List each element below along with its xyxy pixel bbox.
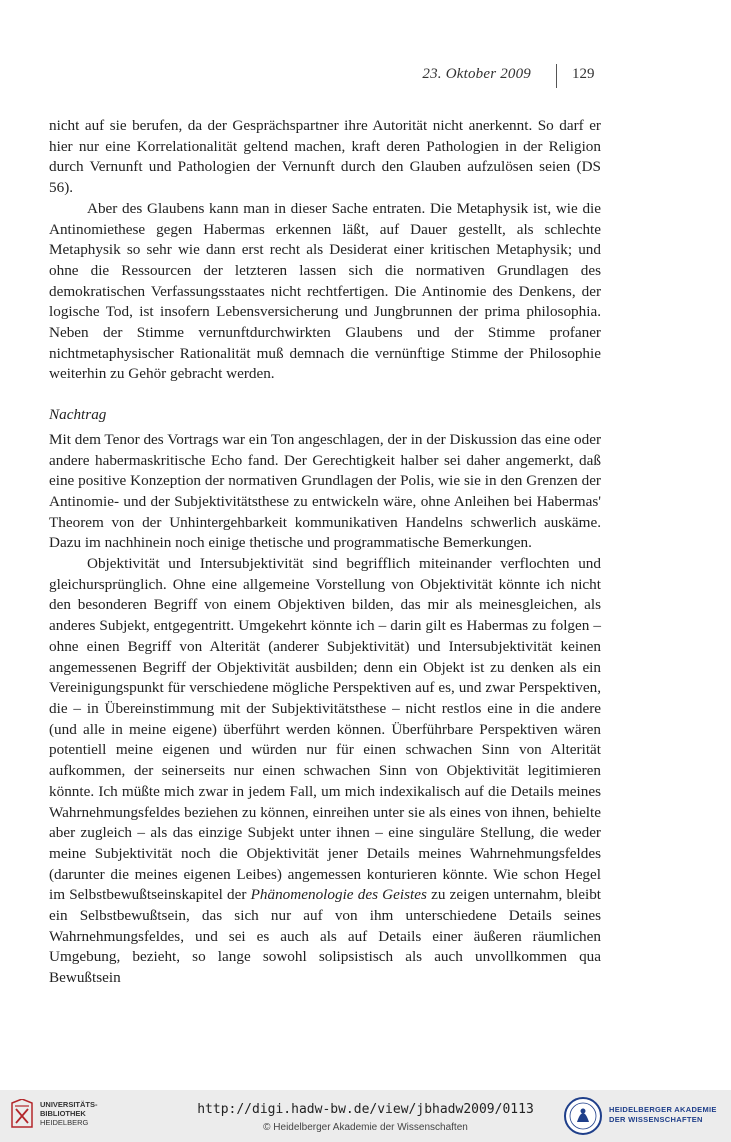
- body-text: [49, 116, 601, 989]
- section-heading-nachtrag: Nachtrag: [49, 406, 107, 424]
- paragraph-4: [49, 554, 601, 989]
- book-title-phaenomenologie: Phänomenologie des Geistes: [250, 886, 427, 904]
- academy-name: [609, 1105, 717, 1125]
- library-name-line-1: UNIVERSITÄTS-: [40, 1100, 98, 1109]
- paragraph-2: Aber des Glaubens kann man in dieser Sache entraten. Die Metaphysik ist, wie die Antinomiethese gegen Habermas erkennen läßt, auf Dauer gestellt, als schlechte Metaphysik so sehr wie dann erst recht als Desiderat einer kritischen Metaphysik; und ohne die Ressourcen der letzteren lassen sich die normativen Grundlagen des demokratischen Verfassungsstaates nicht rechtfertigen. Die Antinomie des Denkens, der logische Tod, ist insofern Lebensversicherung und Jungbrunnen der prima philosophia. Neben der Stimme vernunftdurchwirkten Glaubens und der Stimme profaner nichtmetaphysischer Rationalität muß demnach die vernünftige Stimme der Philosophie weiterhin zu Gehör gebracht werden.: [49, 199, 601, 383]
- header-divider: [556, 64, 557, 88]
- paragraph-1: nicht auf sie berufen, da der Gesprächspartner ihre Autorität nicht anerkennt. So darf er hier nur eine Korrelationalität geltend machen, kraft deren Pathologien in der Religion durch Vernunft und Pathologien der Vernunft durch den Glauben aufzulösen seien (DS 56).: [49, 117, 601, 197]
- academy-name-line-1: HEIDELBERGER AKADEMIE: [609, 1105, 717, 1114]
- academy-seal-icon: [563, 1096, 603, 1136]
- library-name-line-3: HEIDELBERG: [40, 1118, 89, 1127]
- copyright-notice: © Heidelberger Akademie der Wissenschaften: [263, 1122, 468, 1133]
- footer-bar: [0, 1090, 731, 1142]
- page-header: [0, 64, 731, 94]
- paragraph-3: Mit dem Tenor des Vortrags war ein Ton angeschlagen, der in der Diskussion das eine oder andere habermaskritische Echo fand. Der Gerechtigkeit halber sei daher angemerkt, daß eine positive Konzeption der normativen Grundlagen der Polis, wie sie in den Grenzen der Antinomie- und der Subjektivitätsthese zu entwickeln wäre, ohne Anleihen bei Habermas' Theorem von der Unhintergehbarkeit kommunikativen Handelns schwerlich auskäme. Dazu im nachhinein noch einige thetische und programmatische Bemerkungen.: [49, 430, 601, 552]
- running-head: 23. Oktober 2009: [422, 66, 531, 82]
- academy-name-line-2: DER WISSENSCHAFTEN: [609, 1115, 703, 1124]
- library-name-line-2: BIBLIOTHEK: [40, 1109, 86, 1118]
- paragraph-4-text-start: Objektivität und Intersubjektivität sind begrifflich miteinander verflochten und gleichursprünglich. Ohne eine allgemeine Vorstellung von Objektivität könnte ich nicht den besonderen Begriff von einem Objektiven bilden, das mir als meinesgleichen, als anderes Subjekt, entgegentritt. Umgekehrt könnte ich – darin gilt es Habermas zu folgen – ohne einen Begriff von Alterität (anderer Subjektivität) und Intersubjektivität keinen angemessenen Begriff der Objektivität ausbilden; denn ein Objekt ist zu denken als ein Vereinigungspunkt für verschiedene mögliche Perspektiven auf es, und zwar Perspektiven, die – in Übereinstimmung mit der Subjektivitätsthese – nicht restlos eine in die andere (und alle in meine eigene) überführt werden können. Überführbare Perspektiven wären potentiell meine eigenen und würden nur für einen schwachen Sinn von Alterität aufkommen, der seinerseits nur einen schwachen Sinn von Objektivität legitimieren könnte. Ich müßte mich zwar in jedem Fall, um mich indexikalisch auf die Details meines Wahrnehmungsfeldes beziehen zu können, einreihen unter sie als eines von ihnen, behielte aber zugleich – als das einzige Subjekt unter ihnen – eine singuläre Stellung, die weder meine Subjektivität noch die Objektivität jener Details meines Wahrnehmungsfeldes (darunter die meines eigenen Leibes) angemessen konturieren könnte. Wie schon Hegel im Selbstbewußtseinskapitel der: [49, 555, 601, 904]
- permalink-url[interactable]: http://digi.hadw-bw.de/view/jbhadw2009/0113: [197, 1102, 534, 1117]
- paragraph-4-text-end: zu zeigen unternahm, bleibt ein Selbstbewußtsein, das sich nur auf von ihm unterschiedene Details seines Wahrnehmungsfeldes, und sei es auch als auf Details einer äußeren räumlichen Umgebung, bezieht, so lange sowohl solipsistisch als auch unvollkommen qua Bewußtsein: [49, 886, 602, 987]
- page-number: 129: [572, 66, 595, 82]
